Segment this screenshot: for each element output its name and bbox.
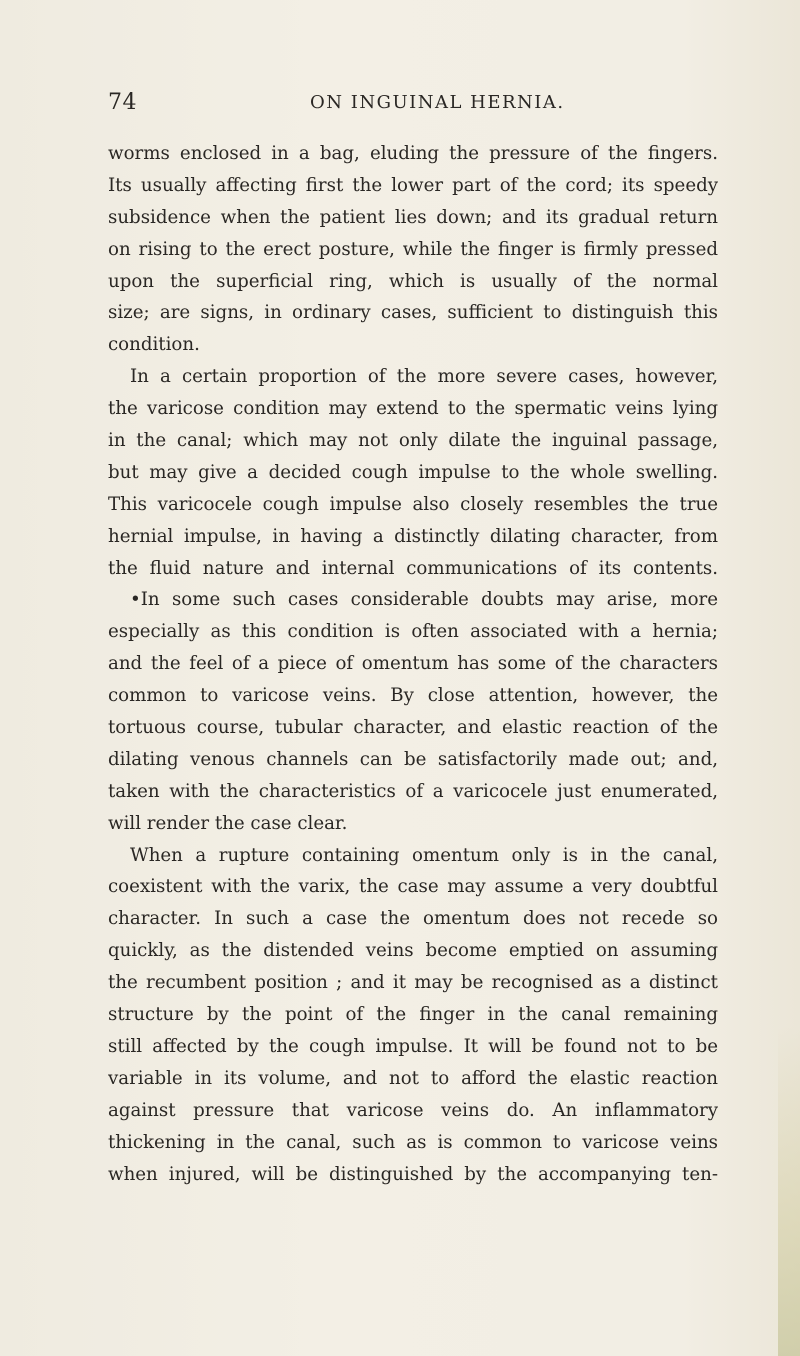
text-line: variable in its volume, and not to afford the elastic reaction bbox=[108, 1067, 718, 1089]
text-line: taken with the characteristics of a varicocele just enumerated, bbox=[108, 780, 718, 802]
text-line: This varicocele cough impulse also closely resembles the true bbox=[108, 493, 718, 515]
text-line: quickly, as the distended veins become emptied on assuming bbox=[108, 940, 718, 962]
text-line: character. In such a case the omentum does not recede so bbox=[108, 908, 718, 930]
text-line: hernial impulse, in having a distinctly dilating character, from bbox=[108, 525, 718, 547]
text-line: the recumbent position ; and it may be recognised as a distinct bbox=[108, 972, 718, 994]
text-line: on rising to the erect posture, while the finger is firmly pressed bbox=[108, 238, 718, 260]
text-line: structure by the point of the finger in the canal remaining bbox=[108, 1004, 718, 1026]
text-line: against pressure that varicose veins do. An inflammatory bbox=[108, 1099, 718, 1121]
text-line: when injured, will be distinguished by the accompanying ten- bbox=[108, 1163, 718, 1185]
text-line: but may give a decided cough impulse to the whole swelling. bbox=[108, 461, 718, 483]
paragraph-start-line: •In some such cases considerable doubts may arise, more bbox=[130, 589, 718, 611]
body-text bbox=[108, 138, 718, 1190]
text-line: the fluid nature and internal communications of its contents. bbox=[108, 557, 718, 579]
text-line: condition. bbox=[108, 334, 200, 356]
text-line: thickening in the canal, such as is common to varicose veins bbox=[108, 1131, 718, 1153]
paragraph-start-line: In a certain proportion of the more severe cases, however, bbox=[130, 366, 718, 388]
text-line: and the feel of a piece of omentum has some of the characters bbox=[108, 653, 718, 675]
text-line: Its usually affecting first the lower part of the cord; its speedy bbox=[108, 174, 718, 196]
text-line: tortuous course, tubular character, and elastic reaction of the bbox=[108, 717, 718, 739]
page-header bbox=[108, 90, 718, 116]
text-line: will render the case clear. bbox=[108, 812, 348, 834]
text-line: in the canal; which may not only dilate the inguinal passage, bbox=[108, 430, 718, 452]
text-line: common to varicose veins. By close attention, however, the bbox=[108, 685, 718, 707]
text-line: dilating venous channels can be satisfactorily made out; and, bbox=[108, 748, 718, 770]
text-line: the varicose condition may extend to the spermatic veins lying bbox=[108, 398, 718, 420]
running-head: ON INGUINAL HERNIA. bbox=[310, 92, 565, 113]
text-line: especially as this condition is often associated with a hernia; bbox=[108, 621, 718, 643]
page-number: 74 bbox=[108, 90, 137, 115]
page-edge-discoloration bbox=[778, 1026, 800, 1356]
text-line: upon the superficial ring, which is usually of the normal bbox=[108, 270, 718, 292]
text-line: coexistent with the varix, the case may assume a very doubtful bbox=[108, 876, 718, 898]
text-line: still affected by the cough impulse. It will be found not to be bbox=[108, 1035, 718, 1057]
text-line: worms enclosed in a bag, eluding the pressure of the fingers. bbox=[108, 143, 718, 164]
text-line: subsidence when the patient lies down; and its gradual return bbox=[108, 206, 718, 228]
paragraph-start-line: When a rupture containing omentum only is in the canal, bbox=[130, 844, 718, 866]
text-line: size; are signs, in ordinary cases, sufficient to distinguish this bbox=[108, 302, 718, 324]
